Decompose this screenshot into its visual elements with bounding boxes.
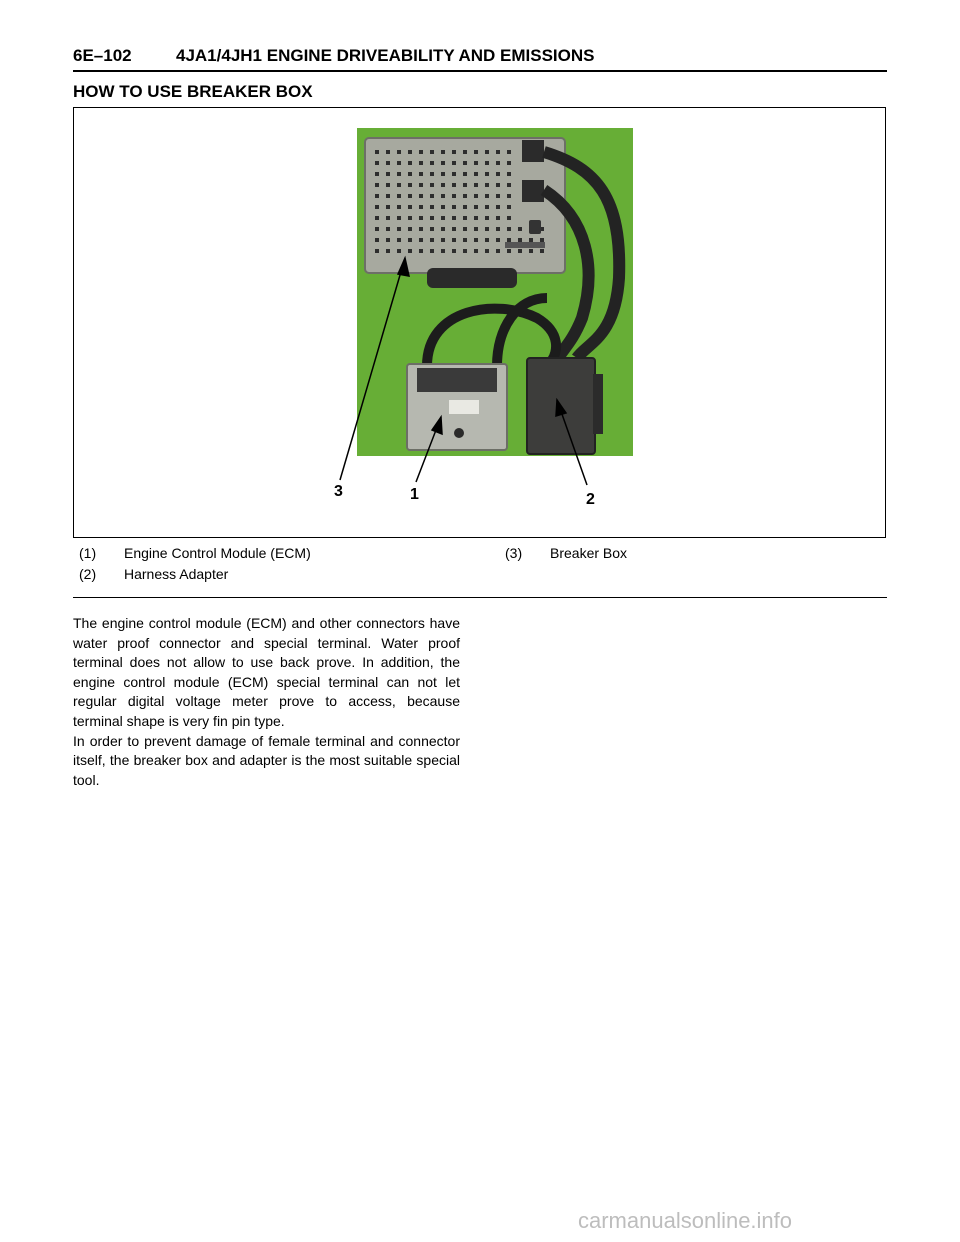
terminal-hole xyxy=(397,238,401,242)
terminal-hole xyxy=(474,194,478,198)
breaker-box-label-strip xyxy=(505,242,545,248)
ecm-label xyxy=(449,400,479,414)
terminal-hole xyxy=(375,183,379,187)
terminal-hole xyxy=(375,216,379,220)
terminal-hole xyxy=(408,249,412,253)
terminal-hole xyxy=(375,227,379,231)
terminal-hole xyxy=(419,183,423,187)
terminal-hole xyxy=(430,161,434,165)
terminal-hole xyxy=(430,150,434,154)
terminal-hole xyxy=(419,216,423,220)
connector-top xyxy=(522,140,544,162)
terminal-hole xyxy=(463,227,467,231)
terminal-hole xyxy=(452,216,456,220)
terminal-hole xyxy=(485,216,489,220)
terminal-hole xyxy=(496,183,500,187)
terminal-hole xyxy=(408,238,412,242)
legend-number: (3) xyxy=(505,545,523,561)
terminal-hole xyxy=(419,161,423,165)
terminal-hole xyxy=(474,238,478,242)
terminal-hole xyxy=(485,183,489,187)
section-divider xyxy=(73,597,887,598)
terminal-hole xyxy=(452,249,456,253)
terminal-hole xyxy=(518,249,522,253)
terminal-hole xyxy=(408,161,412,165)
section-title: HOW TO USE BREAKER BOX xyxy=(73,82,313,101)
terminal-hole xyxy=(485,172,489,176)
terminal-hole xyxy=(474,183,478,187)
legend-item-3 xyxy=(505,545,805,565)
terminal-hole xyxy=(507,216,511,220)
terminal-hole xyxy=(441,227,445,231)
harness-adapter-body xyxy=(527,358,595,454)
terminal-hole xyxy=(430,205,434,209)
terminal-hole xyxy=(430,194,434,198)
legend-number: (1) xyxy=(79,545,97,561)
terminal-hole xyxy=(485,249,489,253)
terminal-hole xyxy=(474,249,478,253)
terminal-hole xyxy=(419,227,423,231)
terminal-hole xyxy=(485,161,489,165)
terminal-hole xyxy=(485,150,489,154)
paragraph-2: In order to prevent damage of female terminal and connector itself, the breaker box and adapter is the most suitable special tool. xyxy=(73,732,460,788)
terminal-hole xyxy=(430,227,434,231)
terminal-hole xyxy=(397,172,401,176)
terminal-hole xyxy=(375,205,379,209)
terminal-hole xyxy=(463,238,467,242)
terminal-hole xyxy=(386,161,390,165)
terminal-hole xyxy=(496,150,500,154)
terminal-hole xyxy=(419,194,423,198)
terminal-hole xyxy=(496,227,500,231)
terminal-hole xyxy=(518,227,522,231)
terminal-hole xyxy=(485,205,489,209)
terminal-hole xyxy=(397,183,401,187)
terminal-hole xyxy=(496,161,500,165)
terminal-hole xyxy=(463,194,467,198)
terminal-hole xyxy=(441,183,445,187)
terminal-hole xyxy=(474,150,478,154)
terminal-hole xyxy=(452,194,456,198)
connector-middle xyxy=(522,180,544,202)
terminal-hole xyxy=(408,150,412,154)
terminal-hole xyxy=(496,205,500,209)
terminal-hole xyxy=(452,227,456,231)
reset-switch xyxy=(529,220,541,234)
terminal-hole xyxy=(441,249,445,253)
terminal-hole xyxy=(452,183,456,187)
terminal-hole xyxy=(452,205,456,209)
terminal-hole xyxy=(397,249,401,253)
legend-item-2 xyxy=(79,566,459,586)
terminal-hole xyxy=(452,150,456,154)
terminal-hole xyxy=(441,205,445,209)
terminal-hole xyxy=(507,150,511,154)
terminal-hole xyxy=(375,249,379,253)
terminal-hole xyxy=(441,216,445,220)
terminal-hole xyxy=(375,172,379,176)
terminal-hole xyxy=(419,249,423,253)
terminal-hole xyxy=(441,172,445,176)
terminal-hole xyxy=(419,205,423,209)
terminal-hole xyxy=(452,238,456,242)
terminal-hole xyxy=(408,205,412,209)
terminal-hole xyxy=(397,194,401,198)
terminal-hole xyxy=(386,227,390,231)
ecm-mount xyxy=(454,428,464,438)
terminal-hole xyxy=(507,227,511,231)
terminal-hole xyxy=(397,161,401,165)
terminal-hole xyxy=(474,172,478,176)
breaker-box-photo xyxy=(357,128,633,456)
terminal-hole xyxy=(463,216,467,220)
callout-1: 1 xyxy=(410,486,419,503)
page-number: 6E–102 xyxy=(73,46,132,65)
terminal-hole xyxy=(375,161,379,165)
terminal-hole xyxy=(386,172,390,176)
terminal-hole xyxy=(430,183,434,187)
terminal-hole xyxy=(386,216,390,220)
terminal-hole xyxy=(474,205,478,209)
terminal-hole xyxy=(408,227,412,231)
terminal-hole xyxy=(507,161,511,165)
terminal-hole xyxy=(386,194,390,198)
terminal-hole xyxy=(430,249,434,253)
breaker-box-handle xyxy=(427,268,517,288)
terminal-hole xyxy=(474,216,478,220)
terminal-hole xyxy=(375,238,379,242)
terminal-hole xyxy=(496,249,500,253)
terminal-hole xyxy=(463,205,467,209)
terminal-hole xyxy=(507,183,511,187)
legend-text: Engine Control Module (ECM) xyxy=(124,545,311,561)
terminal-hole xyxy=(430,172,434,176)
terminal-hole xyxy=(386,150,390,154)
terminal-hole xyxy=(419,172,423,176)
terminal-hole xyxy=(419,238,423,242)
terminal-hole xyxy=(529,249,533,253)
watermark: carmanualsonline.info xyxy=(578,1208,793,1233)
body-text xyxy=(73,614,460,790)
callout-2: 2 xyxy=(586,491,595,508)
legend-text: Breaker Box xyxy=(550,545,628,561)
terminal-hole xyxy=(386,249,390,253)
page-header xyxy=(73,44,887,72)
terminal-hole xyxy=(430,238,434,242)
harness-adapter-connector xyxy=(593,374,603,434)
terminal-hole xyxy=(375,194,379,198)
terminal-hole xyxy=(529,238,533,242)
terminal-hole xyxy=(397,150,401,154)
terminal-hole xyxy=(408,194,412,198)
terminal-hole xyxy=(496,172,500,176)
terminal-hole xyxy=(386,183,390,187)
terminal-hole xyxy=(408,183,412,187)
terminal-hole xyxy=(386,205,390,209)
terminal-hole xyxy=(474,227,478,231)
terminal-hole xyxy=(507,194,511,198)
terminal-hole xyxy=(397,205,401,209)
terminal-hole xyxy=(485,227,489,231)
legend-text: Harness Adapter xyxy=(124,566,229,582)
terminal-hole xyxy=(375,150,379,154)
terminal-hole xyxy=(507,238,511,242)
terminal-hole xyxy=(386,238,390,242)
legend-item-1 xyxy=(79,545,459,565)
callout-3: 3 xyxy=(334,483,343,500)
terminal-hole xyxy=(463,150,467,154)
terminal-hole xyxy=(419,150,423,154)
ecm-connector xyxy=(417,368,497,392)
terminal-hole xyxy=(430,216,434,220)
terminal-hole xyxy=(540,249,544,253)
terminal-hole xyxy=(540,238,544,242)
terminal-hole xyxy=(441,194,445,198)
terminal-hole xyxy=(463,183,467,187)
terminal-hole xyxy=(463,249,467,253)
manual-title: 4JA1/4JH1 ENGINE DRIVEABILITY AND EMISSIONS xyxy=(176,46,595,65)
terminal-hole xyxy=(507,249,511,253)
paragraph-1: The engine control module (ECM) and other connectors have water proof connector and special terminal. Water proof terminal does not allow to use back prove. In addition, the engine control module (ECM) special terminal can not let regular digital voltage meter prove to access, because terminal shape is very fin pin type. xyxy=(73,615,460,729)
terminal-hole xyxy=(452,161,456,165)
terminal-hole xyxy=(485,238,489,242)
terminal-hole xyxy=(496,216,500,220)
terminal-hole xyxy=(397,227,401,231)
terminal-hole xyxy=(463,161,467,165)
legend-number: (2) xyxy=(79,566,97,582)
terminal-hole xyxy=(518,238,522,242)
terminal-hole xyxy=(485,194,489,198)
terminal-hole xyxy=(463,172,467,176)
terminal-hole xyxy=(441,238,445,242)
terminal-hole xyxy=(507,172,511,176)
terminal-hole xyxy=(496,194,500,198)
terminal-hole xyxy=(441,150,445,154)
terminal-hole xyxy=(441,161,445,165)
terminal-hole xyxy=(408,172,412,176)
terminal-hole xyxy=(474,161,478,165)
terminal-hole xyxy=(397,216,401,220)
terminal-hole xyxy=(496,238,500,242)
terminal-hole xyxy=(408,216,412,220)
terminal-hole xyxy=(507,205,511,209)
terminal-hole xyxy=(452,172,456,176)
